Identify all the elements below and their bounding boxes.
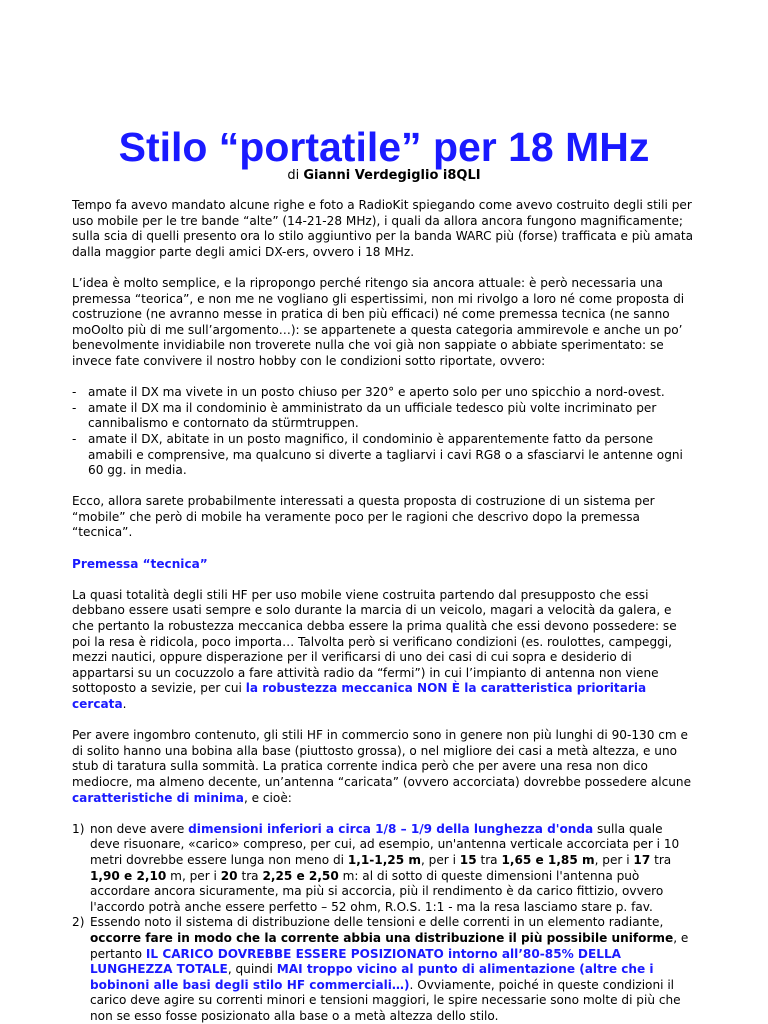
emphasis-run: MAI troppo vicino al punto di alimentazione (altre che i bobinoni alle basi degli stilo HF commerciali…)	[90, 962, 654, 992]
text-run: La quasi totalità degli stili HF per uso mobile viene costruita partendo dal presupposto che essi debbano essere usati sempre e solo durante la marcia di un veicolo, magari a velocità da galera, e che pertanto la robustezza meccanica debba essere la prima qualità che essi devono possedere: se poi la resa è ridicola, poco importa… Talvolta però si verificano condizioni (es. roulottes, campeggi, mezzi nautici, oppure disperazione per il verificarsi di uno dei casi di cui sopra e desiderio di appartarsi su un cocuzzolo a fare attività radio da “fermi”) in cui l’impianto di antenna non viene sottoposto a sevizie, per cui	[72, 587, 677, 696]
text-run: non deve avere	[90, 821, 189, 836]
text-run: sulla quale deve risuonare, «carico» compreso, per cui, ad esempio, un'antenna verticale accorciata per i 10 metri dovrebbe essere lunga non meno di	[90, 821, 680, 867]
text-run: , per i	[594, 852, 634, 867]
value-run: 1,1-1,25 m	[347, 852, 421, 867]
value-run: 1,90 e 2,10	[90, 868, 167, 883]
tech-paragraph-1	[72, 588, 696, 713]
text-run: , e pertanto	[90, 930, 689, 961]
emphasis-run: caratteristiche di minima	[72, 790, 244, 805]
text-run: tra	[650, 852, 672, 867]
value-run: 15	[459, 852, 477, 867]
byline-author: Gianni Verdegiglio i8QLI	[303, 168, 481, 183]
section-heading: Premessa “tecnica”	[72, 556, 208, 571]
conditions-list	[72, 385, 696, 479]
text-run: tra	[476, 852, 502, 867]
tech-paragraph-2	[72, 728, 696, 806]
intro-paragraph-2: L’idea è molto semplice, e la ripropongo perché ritengo sia ancora attuale: è però necessaria una premessa “teorica”, e non me ne vogliano gli espertissimi, non mi rivolgo a loro né come proposta di costruzione (ne avranno messe in pratica di ben più efficaci) né come premessa tecnica (ne sanno moOolto più di me sull’argomento…): se appartenete a questa categoria ammirevole e anche un po’ benevolmente invidiabile non troverete nulla che voi già non sappiate o abbiate sperimentato: se invece fate convivere il nostro hobby con le condizioni sotto riportate, ovvero:	[72, 275, 685, 368]
emphasis-run: IL CARICO DOVREBBE ESSERE POSIZIONATO intorno all’80-85% DELLA LUNGHEZZA TOTALE	[90, 946, 622, 977]
intro-paragraph-1: Tempo fa avevo mandato alcune righe e foto a RadioKit spiegando come avevo costruito degli stili per uso mobile per le tre bande “alte” (14-21-28 MHz), i quali da allora ancora fungono magnificamente; sulla scia di quelli presento ora lo stilo aggiuntivo per la banda WARC più (forse) trafficata e più amata dalla maggior parte degli amici DX-ers, ovvero i 18 MHz.	[72, 198, 694, 259]
text-run: . Ovviamente, poiché in queste condizioni il carico deve agire su correnti minori e tensioni maggiori, le spire necessarie sono molte di più che non se esso fosse posizionato alla base o a metà altezza dello stilo.	[90, 977, 681, 1023]
text-run: tra	[237, 868, 263, 883]
emphasis-run: la robustezza meccanica NON È la caratteristica prioritaria cercata	[72, 681, 647, 711]
item-number: 2)	[72, 915, 85, 930]
list-item	[72, 915, 696, 1024]
byline	[72, 167, 696, 185]
text-run: Essendo noto il sistema di distribuzione delle tensioni e delle correnti in un elemento radiante,	[90, 915, 664, 930]
text-run: .	[122, 697, 127, 711]
text-run: Per avere ingombro contenuto, gli stili HF in commercio sono in genere non più lunghi di 90-130 cm e di solito hanno una bobina alla base (piuttosto grossa), o nel migliore dei casi a metà altezza, e uno stub di taratura sulla sommità. La pratica corrente indica però che per avere una resa non dico mediocre, ma almeno decente, un’antenna “caricata” (ovvero accorciata) dovrebbe possedere alcune	[72, 728, 692, 789]
text-run: m, per i	[166, 868, 221, 883]
intro-paragraph-3: Ecco, allora sarete probabilmente interessati a questa proposta di costruzione di un sistema per “mobile” che però di mobile ha veramente poco per le ragioni che descrivo dopo la premessa “tecnica”.	[72, 494, 655, 540]
article-body	[72, 198, 696, 1024]
value-run: 20	[220, 868, 238, 883]
text-run: , e cioè:	[243, 790, 292, 805]
value-run: 2,25 e 2,50	[262, 868, 339, 883]
list-item: - amate il DX, abitate in un posto magnifico, il condominio è apparentemente fatto da persone amabili e comprensive, ma qualcuno si diverte a tagliarvi i cavi RG8 o a sfasciarvi le antenne ogni 60 gg. in media.	[72, 432, 696, 479]
text-run: , quindi	[227, 962, 277, 977]
document-title: Stilo “portatile” per 18 MHz	[118, 124, 650, 170]
list-item: - amate il DX ma il condominio è amministrato da un ufficiale tedesco più volte incriminato per cannibalismo e contornato da stürmtruppen.	[72, 401, 696, 432]
list-item	[72, 822, 696, 916]
value-run: 17	[633, 852, 651, 867]
text-run: m: al di sotto di queste dimensioni l'antenna può accordare ancora sicuramente, ma più si accorcia, più il rendimento è da carico fittizio, ovvero l'accordo potrà anche essere perfetto – 52 ohm, R.O.S. 1:1 - ma la resa lasciamo stare p. fav.	[90, 868, 664, 914]
value-run: 1,65 e 1,85 m	[501, 852, 595, 867]
list-item: - amate il DX ma vivete in un posto chiuso per 320° e aperto solo per uno spicchio a nord-ovest.	[72, 385, 696, 401]
item-number: 1)	[72, 821, 85, 836]
byline-prefix: di	[287, 168, 304, 183]
text-run: , per i	[420, 852, 460, 867]
emphasis-run: dimensioni inferiori a circa 1/8 – 1/9 della lunghezza d'onda	[188, 821, 594, 836]
emphasis-run: occorre fare in modo che la corrente abbia una distribuzione il più possibile uniforme	[90, 930, 674, 945]
